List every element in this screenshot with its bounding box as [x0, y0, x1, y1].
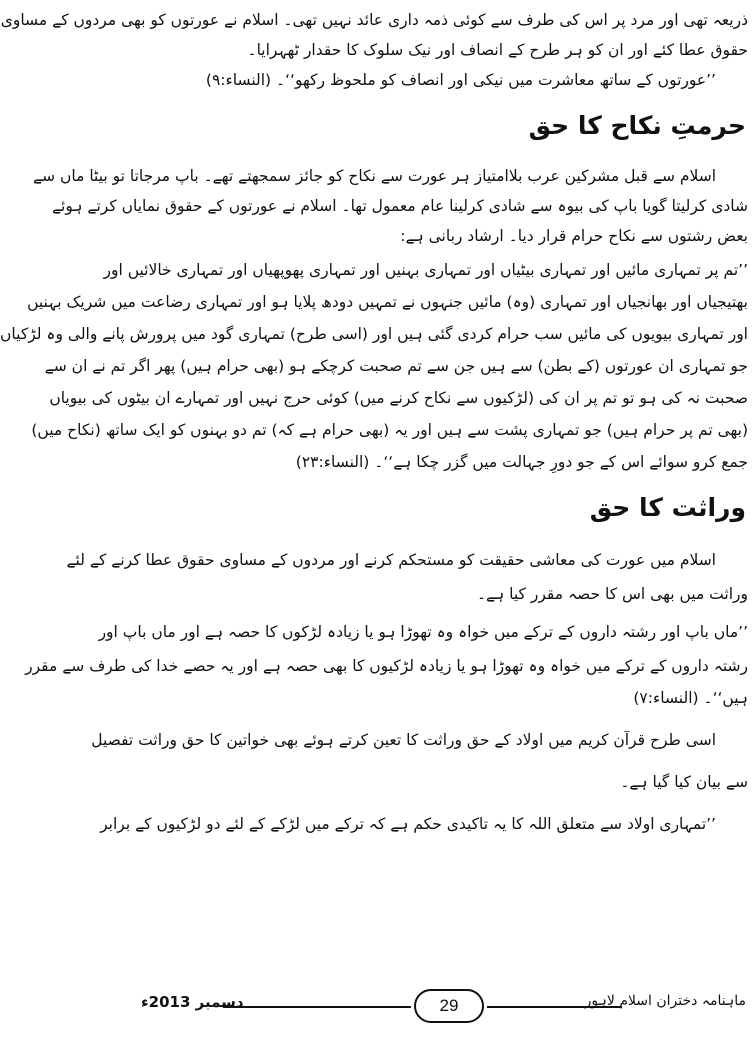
- quote-line: اور تمہاری بیویوں کی مائیں سب حرام کردی گئی ہیں اور (اسی طرح) تمہاری گود میں پرورش پانے والی وہ لڑکیاں: [0, 325, 748, 343]
- issue-date: دسمبر 2013ء: [141, 993, 244, 1011]
- body-line: بعض رشتوں سے نکاح حرام قرار دیا۔ ارشاد ربانی ہے:: [400, 227, 748, 245]
- body-line: حقوق عطا کئے اور ان کو ہر طرح کے انصاف اور نیک سلوک کا حقدار ٹھہرایا۔: [247, 41, 748, 59]
- quote-line: ’’تم پر تمہاری مائیں اور تمہاری بیٹیاں اور تمہاری بہنیں اور تمہاری پھوپھیاں اور تمہاری خالائیں اور: [103, 261, 748, 279]
- body-line: ذریعہ تھی اور مرد پر اس کی طرف سے کوئی ذمہ داری عائد نہیں تھی۔ اسلام نے عورتوں کو بھی مردوں کے مساوی: [0, 11, 748, 29]
- quote-line: جمع کرو سوائے اس کے جو دورِ جہالت میں گزر چکا ہے‘‘۔ (النساء:۲۳): [295, 453, 748, 471]
- quote-line: ’’ماں باپ اور رشتہ داروں کے ترکے میں خواہ وہ تھوڑا ہو یا زیادہ لڑکوں کا حصہ ہے اور ماں باپ اور: [98, 623, 748, 641]
- quote-line: ہیں‘‘۔ (النساء:۷): [633, 689, 748, 707]
- body-line: وراثت میں بھی اس کا حصہ مقرر کیا ہے۔: [476, 585, 748, 603]
- body-line: سے بیان کیا گیا ہے۔: [620, 773, 748, 791]
- footer-rule: [223, 1006, 411, 1008]
- body-line: اسلام میں عورت کی معاشی حقیقت کو مستحکم کرنے اور مردوں کے مساوی حقوق عطا کرنے کے لئے: [66, 551, 716, 569]
- quote-line: بھتیجیاں اور بھانجیاں اور تمہاری (وہ) مائیں جنہوں نے تمہیں دودھ پلایا ہو اور تمہاری رضاعت میں شریک بہنیں: [27, 293, 748, 311]
- body-line: شادی کرلیتا گویا باپ کی بیوہ سے شادی کرلینا عام معمول تھا۔ اسلام نے عورتوں کے حقوق نمایاں کرتے ہوئے: [51, 197, 748, 215]
- quote-line: صحبت نہ کی ہو تو تم پر ان کی (لڑکیوں سے نکاح کرنے میں) کوئی حرج نہیں اور تمہارے ان بیٹوں کی بیویاں: [49, 389, 748, 407]
- body-line: اسلام سے قبل مشرکین عرب بلاامتیاز ہر عورت سے نکاح کو جائز سمجھتے تھے۔ باپ مرجاتا تو بیٹا ماں سے: [33, 167, 716, 185]
- section-heading: حرمتِ نکاح کا حق: [528, 111, 746, 140]
- page-footer: [131, 985, 756, 1029]
- quote-line: (بھی تم پر حرام ہیں) جو تمہاری پشت سے ہیں اور یہ (بھی حرام ہے کہ) تم دو بہنوں کو ایک ساتھ (نکاح میں): [31, 421, 748, 439]
- quote-line: جو تمہاری ان عورتوں (کے بطن) سے ہیں جن سے تم صحبت کرچکے ہو (بھی حرام ہیں) پھر اگر تم نے ان سے: [44, 357, 748, 375]
- quote-line: رشتہ داروں کے ترکے میں خواہ وہ تھوڑا ہو یا زیادہ لڑکیوں کا بھی حصہ ہے اور یہ حصے خدا کی طرف سے مقرر: [25, 657, 748, 675]
- section-heading: وراثت کا حق: [589, 493, 746, 522]
- page-number: 29: [414, 989, 484, 1023]
- body-line: اسی طرح قرآن کریم میں اولاد کے حق وراثت کا تعین کرتے ہوئے بھی خواتین کا حق وراثت تفصیل: [91, 731, 716, 749]
- quote-line: ’’عورتوں کے ساتھ معاشرت میں نیکی اور انصاف کو ملحوظ رکھو‘‘۔ (النساء:۹): [205, 71, 716, 89]
- quote-line: ’’تمہاری اولاد سے متعلق اللہ کا یہ تاکیدی حکم ہے کہ ترکے میں لڑکے کے لئے دو لڑکیوں کے برابر: [100, 815, 716, 833]
- magazine-name: ماہنامہ دختران اسلام لاہور: [584, 993, 746, 1009]
